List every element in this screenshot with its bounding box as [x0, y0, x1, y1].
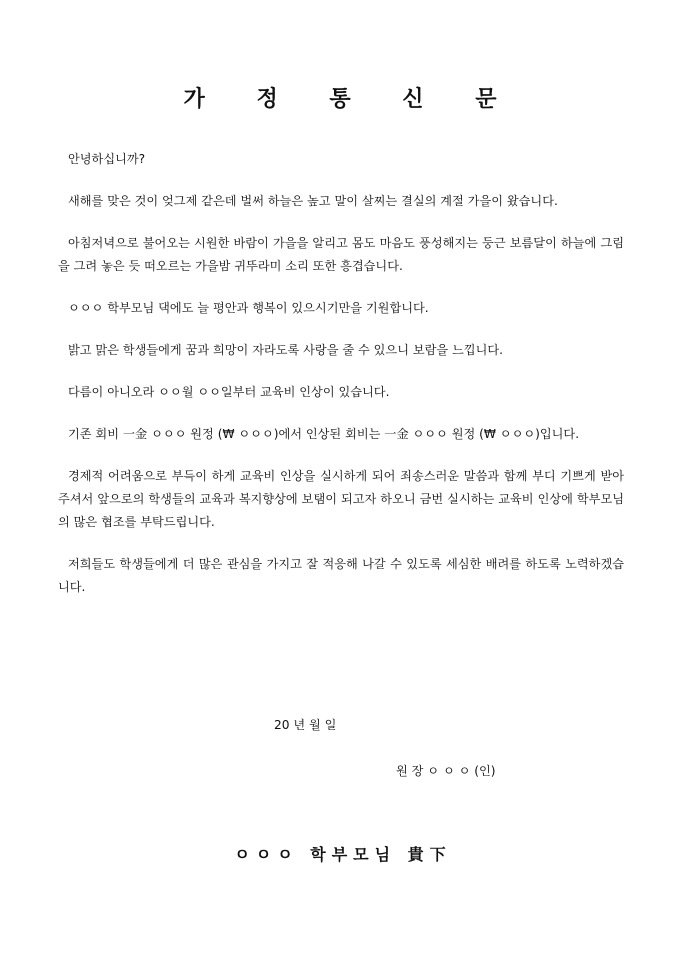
paragraph-apology: 경제적 어려움으로 부득이 하게 교육비 인상을 실시하게 되어 죄송스러운 말씀과 함께 부디 기쁘게 받아주셔서 앞으로의 학생들의 교육과 복지향상에 보탬이 되고자 하오니 금번 실시하는 교육비 인상에 학부모님의 많은 협조를 부탁드립니다.	[58, 469, 624, 529]
paragraph-season: 새해를 맞은 것이 엊그제 같은데 벌써 하늘은 높고 말이 살찌는 결실의 계절 가을이 왔습니다.	[68, 194, 558, 208]
date-line: 20 년 월 일	[274, 718, 337, 732]
paragraph-students: 밝고 맑은 학생들에게 꿈과 희망이 자라도록 사랑을 줄 수 있으니 보람을 느낍니다.	[68, 343, 504, 357]
paragraph-fee-amounts: 기존 회비 一金 ㅇㅇㅇ 원정 (₩ ㅇㅇㅇ)에서 인상된 회비는 一金 ㅇㅇㅇ 원정 (₩ ㅇㅇㅇ)입니다.	[68, 427, 580, 441]
paragraph-wishes: ㅇㅇㅇ 학부모님 댁에도 늘 평안과 행복이 있으시기만을 기원합니다.	[68, 301, 429, 315]
recipient-line: ㅇㅇㅇ 학부모님 貴下	[234, 845, 452, 864]
letter-body	[58, 148, 624, 618]
paragraph-autumn: 아침저녁으로 불어오는 시원한 바람이 가을을 알리고 몸도 마음도 풍성해지는 둥근 보름달이 하늘에 그림을 그려 놓은 듯 떠오르는 가을밤 귀뚜라미 소리 또한 흥겹습니다.	[58, 236, 624, 273]
paragraph-closing: 저희들도 학생들에게 더 많은 관심을 가지고 잘 적응해 나갈 수 있도록 세심한 배려를 하도록 노력하겠습니다.	[58, 557, 624, 594]
letter-title: 가 정 통 신 문	[183, 86, 519, 112]
paragraph-greeting: 안녕하십니까?	[68, 152, 146, 166]
signer-line: 원 장 ㅇ ㅇ ㅇ (인)	[396, 764, 496, 778]
paragraph-fee-notice: 다름이 아니오라 ㅇㅇ월 ㅇㅇ일부터 교육비 인상이 있습니다.	[68, 385, 390, 399]
